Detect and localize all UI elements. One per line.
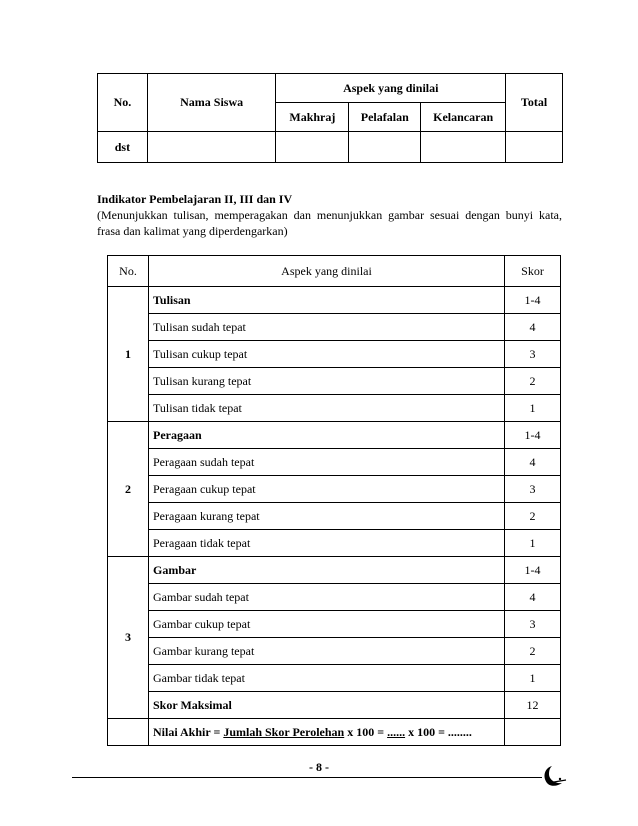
cell-empty	[276, 132, 349, 163]
item-label: Tulisan kurang tepat	[149, 368, 505, 395]
item-label: Gambar sudah tepat	[149, 584, 505, 611]
col-no: No.	[108, 256, 149, 287]
col-aspek: Aspek yang dinilai	[149, 256, 505, 287]
item-skor: 2	[505, 638, 561, 665]
group-head: Gambar	[149, 557, 505, 584]
item-label: Tulisan cukup tepat	[149, 341, 505, 368]
item-skor: 4	[505, 314, 561, 341]
group-head-skor: 1-4	[505, 287, 561, 314]
col-no: No.	[98, 74, 148, 132]
item-label: Gambar kurang tepat	[149, 638, 505, 665]
col-aspek: Aspek yang dinilai	[276, 74, 506, 103]
formula-dots: ......	[387, 724, 406, 739]
group-head-skor: 1-4	[505, 557, 561, 584]
cell-dst: dst	[98, 132, 148, 163]
col-skor: Skor	[505, 256, 561, 287]
group-head: Peragaan	[149, 422, 505, 449]
col-total: Total	[506, 74, 563, 132]
item-skor: 1	[505, 665, 561, 692]
group-head: Tulisan	[149, 287, 505, 314]
item-skor: 4	[505, 584, 561, 611]
item-label: Gambar cukup tepat	[149, 611, 505, 638]
formula-numerator: Jumlah Skor Perolehan	[223, 724, 345, 739]
item-skor: 3	[505, 341, 561, 368]
item-skor: 1	[505, 395, 561, 422]
cell-empty	[108, 719, 149, 746]
cell-empty	[506, 132, 563, 163]
item-skor: 3	[505, 611, 561, 638]
col-pelafalan: Pelafalan	[349, 103, 421, 132]
item-skor: 2	[505, 503, 561, 530]
item-skor: 2	[505, 368, 561, 395]
col-makhraj: Makhraj	[276, 103, 349, 132]
cell-empty	[349, 132, 421, 163]
col-nama-siswa: Nama Siswa	[147, 74, 276, 132]
final-score-formula	[149, 719, 505, 746]
footer-divider	[72, 777, 542, 778]
group-number: 3	[108, 557, 149, 719]
cell-empty	[421, 132, 506, 163]
max-score-value: 12	[505, 692, 561, 719]
cell-empty	[505, 719, 561, 746]
max-score-label: Skor Maksimal	[149, 692, 505, 719]
cell-empty	[147, 132, 276, 163]
col-kelancaran: Kelancaran	[421, 103, 506, 132]
page-number: - 8 -	[309, 760, 329, 774]
item-skor: 4	[505, 449, 561, 476]
group-number: 2	[108, 422, 149, 557]
formula-suffix: x 100 = ........	[405, 724, 472, 739]
item-label: Peragaan kurang tepat	[149, 503, 505, 530]
assessment-table-1	[97, 73, 563, 163]
item-label: Peragaan sudah tepat	[149, 449, 505, 476]
indikator-section	[97, 191, 562, 239]
item-label: Peragaan tidak tepat	[149, 530, 505, 557]
crescent-logo-icon	[540, 764, 568, 788]
assessment-table-2	[107, 255, 561, 746]
formula-prefix: Nilai Akhir =	[153, 724, 224, 739]
item-skor: 1	[505, 530, 561, 557]
indikator-desc: (Menunjukkan tulisan, memperagakan dan menunjukkan gambar sesuai dengan bunyi kata, frasa dan kalimat yang diperdengarkan)	[97, 208, 562, 238]
formula-mid: x 100 =	[344, 724, 388, 739]
group-head-skor: 1-4	[505, 422, 561, 449]
item-label: Tulisan tidak tepat	[149, 395, 505, 422]
indikator-title: Indikator Pembelajaran II, III dan IV	[97, 192, 293, 206]
item-label: Tulisan sudah tepat	[149, 314, 505, 341]
item-label: Gambar tidak tepat	[149, 665, 505, 692]
item-skor: 3	[505, 476, 561, 503]
item-label: Peragaan cukup tepat	[149, 476, 505, 503]
group-number: 1	[108, 287, 149, 422]
